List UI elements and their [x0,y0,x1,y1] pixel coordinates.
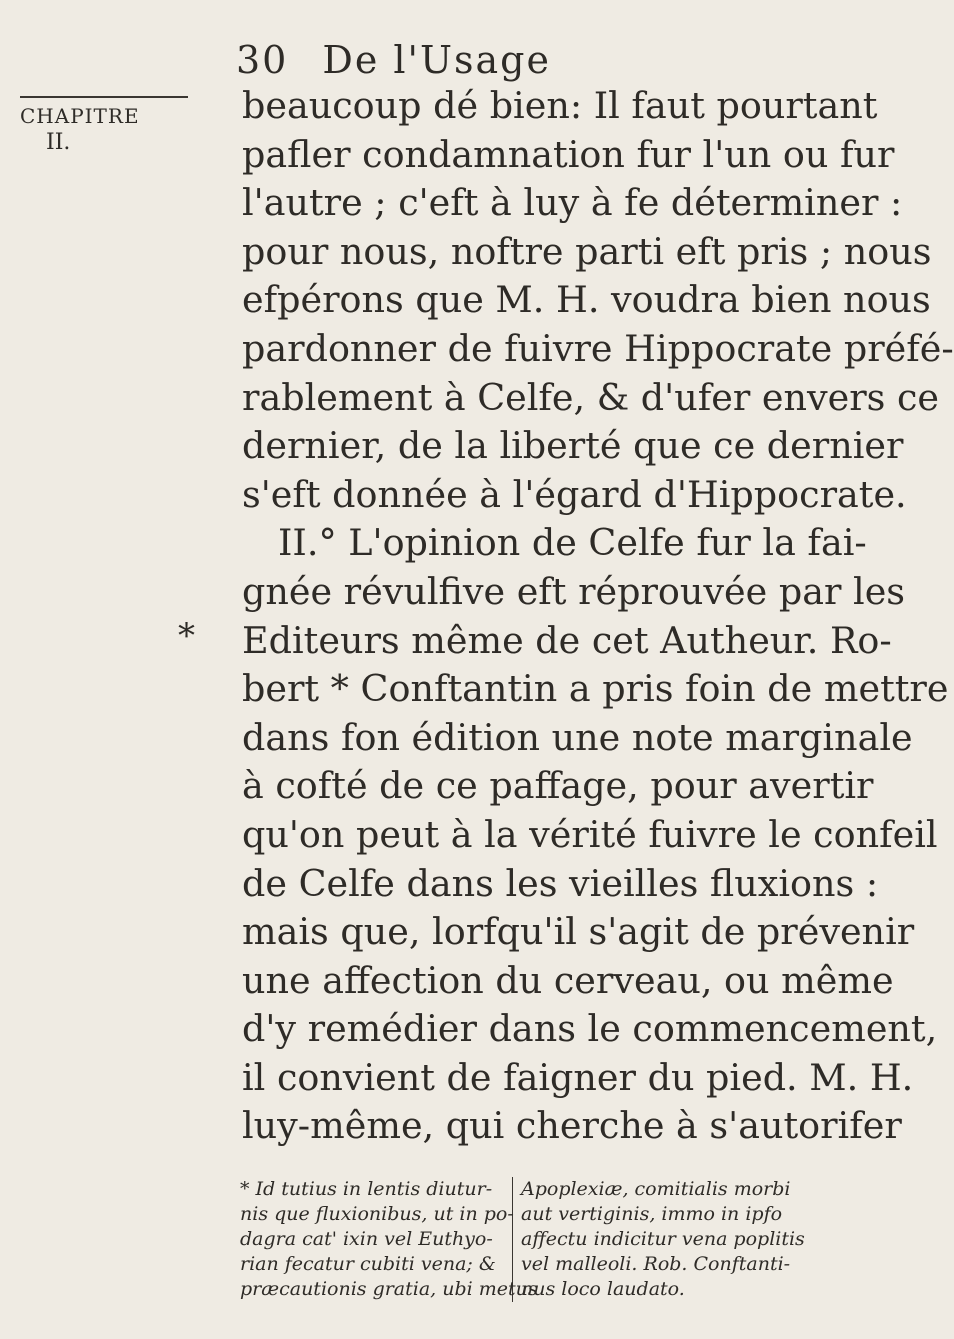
text-line: Editeurs même de cet Autheur. Ro- [242,618,892,662]
text-line: dernier, de la liberté que ce dernier [242,424,904,468]
text-line: qu'on peut à la vérité fuivre le confeil [242,812,938,856]
text-line: il convient de faigner du pied. M. H. [242,1055,914,1099]
chapter-marginal-note [20,96,200,155]
footnote-line: Apoplexiæ, comitialis morbi [521,1178,791,1200]
footnote [240,1177,805,1302]
text-line: mais que, lorfqu'il s'agit de prévenir [242,910,915,954]
text-line: pour nous, noftre parti eft pris ; nous [242,229,932,273]
footnote-left-column [240,1177,538,1302]
footnote-line: vel malleoli. Rob. Conftanti- [521,1253,791,1275]
footnote-line: aut vertiginis, immo in ipfo [521,1203,783,1225]
text-line: luy-même, qui cherche à s'autorifer [242,1104,902,1148]
footnote-line: nus loco laudato. [521,1278,685,1300]
text-line: beaucoup dé bien: Il faut pourtant [242,84,878,127]
chapter-number: II. [46,130,71,155]
body-text [242,82,954,1151]
text-line: l'autre ; c'eft à luy à fe déterminer : [242,181,903,225]
text-line: pardonner de fuivre Hippocrate préfé- [242,326,954,370]
text-line: à cofté de ce paffage, pour avertir [242,764,874,808]
text-line: s'eft donnée à l'égard d'Hippocrate. [242,472,907,516]
footnote-line: dagra cat' ixin vel Euthyo- [240,1228,493,1250]
text-line: de Celfe dans les vieilles fluxions : [242,861,879,905]
footnote-marker: * [178,616,195,656]
chapter-label: CHAPITRE [20,104,140,128]
running-title: De l'Usage [322,38,551,82]
text-line: rablement à Celfe, & d'ufer envers ce [242,375,940,419]
text-line: une affection du cerveau, ou même [242,958,894,1002]
text-line: pafler condamnation fur l'un ou fur [242,132,895,176]
running-header [236,38,551,82]
footnote-right-column [513,1177,805,1302]
footnote-line: præcautionis gratia, ubi metus [240,1278,538,1300]
text-line: gnée révulfive eft réprouvée par les [242,569,906,613]
text-line: d'y remédier dans le commencement, [242,1007,938,1051]
text-line: bert * Conftantin a pris foin de mettre [242,667,949,711]
chapter-rule [20,96,188,98]
text-line: dans fon édition une note marginale [242,715,913,759]
page-number: 30 [236,38,289,82]
footnote-line: * Id tutius in lentis diutur- [240,1178,493,1200]
text-line: efpérons que M. H. voudra bien nous [242,278,931,322]
footnote-line: nis que fluxionibus, ut in po- [240,1203,514,1225]
footnote-line: rian fecatur cubiti vena; & [240,1253,496,1275]
footnote-line: affectu indicitur vena poplitis [521,1228,805,1250]
text-line: II.° L'opinion de Celfe fur la fai- [278,521,867,565]
